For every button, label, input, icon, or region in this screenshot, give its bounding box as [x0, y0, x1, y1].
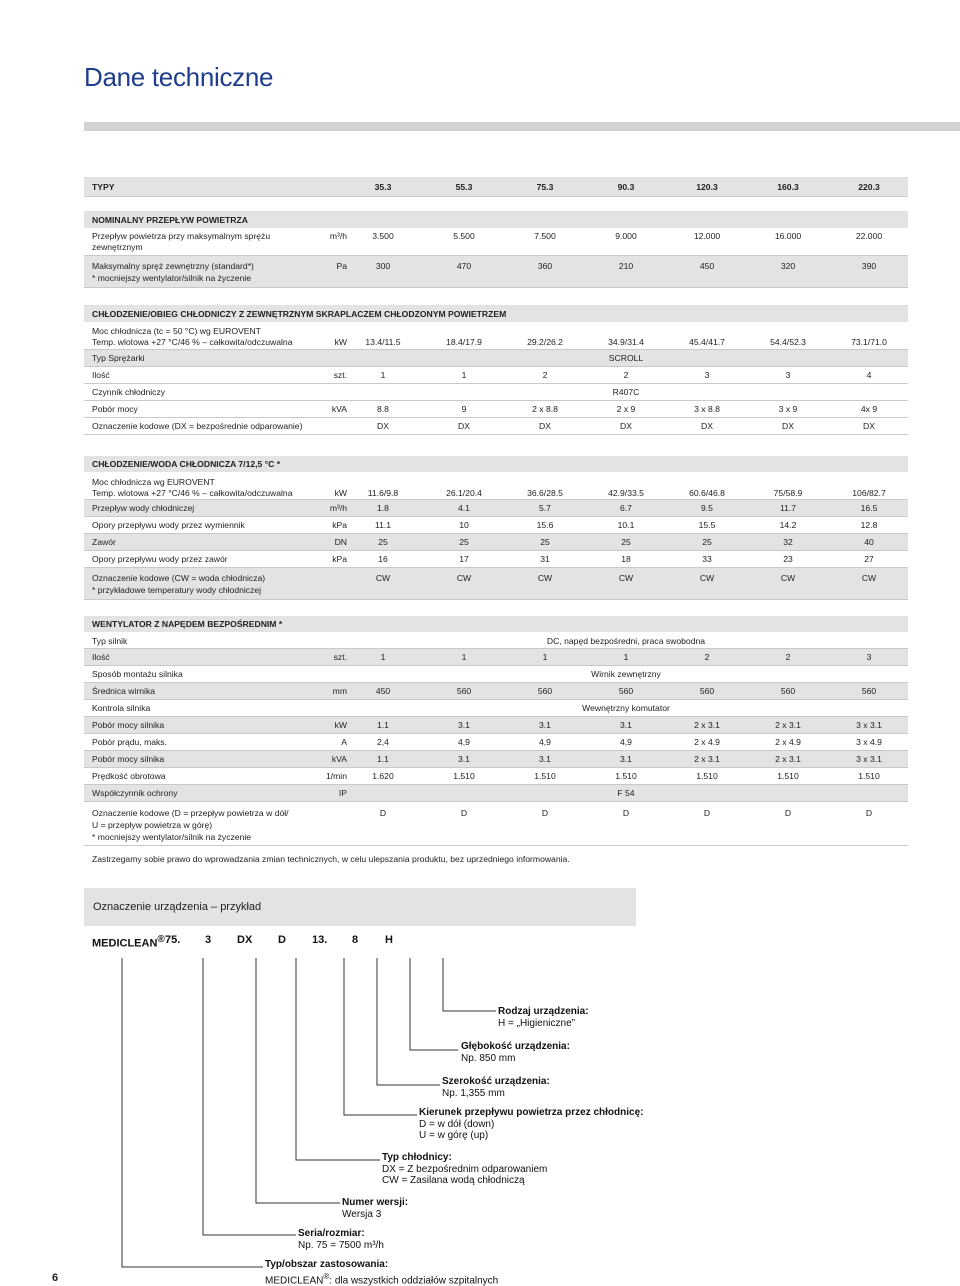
row-footnote: * mocniejszy wentylator/silnik na życzenie	[92, 832, 252, 842]
row-value: CW	[780, 573, 796, 583]
row-unit: kW	[334, 337, 347, 347]
row-value: 470	[456, 261, 472, 271]
code-part-version: 3	[205, 934, 212, 946]
row-value: Wirnik zewnętrzny	[591, 669, 661, 679]
row-value: 106/82.7	[852, 488, 886, 498]
row-value: D	[379, 808, 387, 818]
row-value: 13.4/11.5	[365, 337, 401, 347]
callout-cooler	[382, 1152, 547, 1187]
row-value: 560	[699, 686, 715, 696]
row-value: 1.510	[777, 771, 799, 781]
code-brand: MEDICLEAN	[92, 937, 158, 950]
row-value: CW	[861, 573, 877, 583]
row-value: 2 x 3.1	[694, 720, 720, 730]
row-value: 4,9	[458, 737, 470, 747]
row-value: 3.1	[539, 754, 551, 764]
row-value: 1.1	[377, 720, 389, 730]
row-unit: m³/h	[329, 231, 347, 241]
row-value: 17	[459, 554, 469, 564]
callout-text	[265, 1271, 498, 1286]
row-value: 1.510	[453, 771, 475, 781]
row-unit: IP	[338, 788, 347, 798]
row-value: 1	[542, 652, 548, 662]
row-value: D	[541, 808, 549, 818]
row-label: Pobór mocy	[92, 404, 138, 414]
row-value: 1	[461, 370, 467, 380]
row-value: 3 x 3.1	[856, 720, 882, 730]
row-unit: kPa	[332, 554, 347, 564]
row-value: 2	[704, 652, 710, 662]
row-value: 2	[542, 370, 548, 380]
section-title: WENTYLATOR Z NAPĘDEM BEZPOŚREDNIM *	[92, 619, 283, 629]
row-value: 560	[456, 686, 472, 696]
row-value: 4	[866, 370, 872, 380]
callout-head: Kierunek przepływu powietrza przez chłodnicę:	[419, 1107, 644, 1118]
row-value: 450	[699, 261, 715, 271]
type-value: 35.3	[374, 182, 392, 192]
row-value: 9.5	[701, 503, 713, 513]
code-part-depth: 8	[352, 934, 359, 946]
line-series	[203, 958, 296, 1235]
row-unit: m³/h	[329, 503, 347, 513]
row-value: DX	[539, 421, 551, 431]
row-value: 73.1/71.0	[851, 337, 887, 347]
row-value: 4,9	[620, 737, 632, 747]
callout-text: H = „Higieniczne”	[498, 1017, 575, 1029]
callout-head: Typ chłodnicy:	[382, 1152, 452, 1163]
code-part-direction: D	[278, 934, 286, 946]
callout-direction	[419, 1107, 644, 1142]
row-value: 29.2/26.2	[527, 337, 563, 347]
row-value: 16.000	[774, 231, 802, 241]
row-value: 4x 9	[860, 404, 878, 414]
row-value: 22.000	[855, 231, 883, 241]
row-label: Temp. wlotowa +27 °C/46 % – całkowita/odczuwalna	[92, 337, 293, 347]
row-value: 2 x 3.1	[775, 754, 801, 764]
row-footnote: * mocniejszy wentylator/silnik na życzenie	[92, 273, 252, 283]
row-label: Przepływ powietrza przy maksymalnym sprężu zewnętrznym	[92, 231, 271, 252]
code-part-kind: H	[385, 934, 393, 946]
callout-head: Seria/rozmiar:	[298, 1228, 365, 1239]
row-value: CW	[375, 573, 391, 583]
row-value: D	[460, 808, 468, 818]
registered-mark: ®	[157, 934, 165, 945]
row-label: Zawór	[92, 537, 116, 547]
callout-text: D = w dół (down)	[419, 1118, 495, 1130]
row-value: 12.000	[693, 231, 721, 241]
callout-text: Np. 75 = 7500 m³/h	[298, 1239, 384, 1251]
row-label: Czynnik chłodniczy	[92, 387, 166, 397]
row-unit: kVA	[331, 754, 347, 764]
row-value: 18	[621, 554, 631, 564]
line-kind	[443, 958, 496, 1011]
row-value: 26.1/20.4	[446, 488, 482, 498]
row-value: 3.1	[539, 720, 551, 730]
row-value: 1.510	[696, 771, 718, 781]
row-value: D	[622, 808, 630, 818]
row-value: 31	[540, 554, 550, 564]
row-value: 45.4/41.7	[689, 337, 725, 347]
row-label: Przepływ wody chłodniczej	[92, 503, 195, 513]
row-value: R407C	[612, 387, 640, 397]
callout-head: Typ/obszar zastosowania:	[265, 1259, 389, 1270]
row-value: 60.6/46.8	[689, 488, 725, 498]
row-value: DX	[377, 421, 389, 431]
row-value: 16	[378, 554, 388, 564]
row-value: 32	[783, 537, 793, 547]
callout-text: Np. 850 mm	[461, 1052, 516, 1064]
row-value: 16.5	[860, 503, 878, 513]
section-title: NOMINALNY PRZEPŁYW POWIETRZA	[92, 215, 248, 225]
row-label: Typ silnik	[92, 636, 128, 646]
row-value: 390	[861, 261, 877, 271]
row-value: DX	[620, 421, 632, 431]
row-value: 4.1	[458, 503, 470, 513]
row-label: Moc chłodnicza wg EUROVENT	[92, 477, 215, 487]
row-value: 25	[702, 537, 712, 547]
row-value: 3.1	[620, 754, 632, 764]
row-value: 3 x 4.9	[856, 737, 882, 747]
row-label: Typ Sprężarki	[92, 353, 145, 363]
row-unit: kW	[334, 720, 347, 730]
row-value: 2 x 3.1	[775, 720, 801, 730]
row-value: 42.9/33.5	[608, 488, 644, 498]
type-value: 120.3	[696, 182, 718, 192]
callout-width	[442, 1076, 550, 1099]
row-value: 10.1	[617, 520, 635, 530]
callout-application	[265, 1259, 498, 1286]
row-value: 1.1	[377, 754, 389, 764]
line-cooler	[296, 958, 380, 1160]
row-unit: DN	[334, 537, 347, 547]
row-value: DX	[701, 421, 713, 431]
row-value: D	[703, 808, 711, 818]
row-label: Temp. wlotowa +27 °C/46 % – całkowita/odczuwalna	[92, 488, 293, 498]
row-value: 1.510	[534, 771, 556, 781]
row-value: 1.620	[372, 771, 394, 781]
page-title: Dane techniczne	[84, 62, 274, 92]
row-label: Pobór mocy silnika	[92, 754, 165, 764]
row-value: 2 x 8.8	[532, 404, 558, 414]
row-value: 360	[537, 261, 553, 271]
row-value: 3 x 9	[778, 404, 798, 414]
row-value: 560	[537, 686, 553, 696]
row-value: 33	[702, 554, 712, 564]
row-unit: szt.	[333, 652, 347, 662]
page-number: 6	[52, 1272, 59, 1284]
row-value: 15.6	[536, 520, 554, 530]
callout-head: Szerokość urządzenia:	[442, 1076, 550, 1087]
row-value: CW	[537, 573, 553, 583]
callout-text: Np. 1,355 mm	[442, 1087, 505, 1099]
row-value: 1.510	[615, 771, 637, 781]
row-value: 7.500	[534, 231, 556, 241]
registered-mark: ®	[323, 1271, 330, 1281]
callout-brand: MEDICLEAN	[265, 1274, 324, 1286]
row-value: 2 x 4.9	[775, 737, 801, 747]
row-value: 11.6/9.8	[367, 488, 399, 498]
row-value: 25	[540, 537, 550, 547]
row-value: 1.8	[377, 503, 389, 513]
row-value: 560	[618, 686, 634, 696]
row-value: 3	[704, 370, 710, 380]
row-label: Maksymalny spręż zewnętrzny (standard*)	[92, 261, 254, 271]
code-part-cooler: DX	[237, 934, 253, 946]
code-part-width: 13.	[312, 934, 328, 946]
row-label: Kontrola silnika	[92, 703, 151, 713]
row-value: 10	[459, 520, 469, 530]
callout-text-rest: : dla wszystkich oddziałów szpitalnych	[329, 1274, 499, 1286]
row-unit: kW	[334, 488, 347, 498]
row-value: 27	[864, 554, 874, 564]
row-value: 34.9/31.4	[608, 337, 644, 347]
row-value: SCROLL	[608, 353, 644, 363]
callout-text: CW = Zasilana wodą chłodniczą	[382, 1175, 525, 1186]
row-value: 12.8	[860, 520, 878, 530]
row-label: Współczynnik ochrony	[92, 788, 178, 798]
row-value: 2,4	[377, 737, 389, 747]
row-value: DX	[863, 421, 875, 431]
row-value: DC, napęd bezpośredni, praca swobodna	[546, 636, 706, 646]
row-value: CW	[618, 573, 634, 583]
callout-series	[298, 1228, 384, 1251]
row-value: 8.8	[377, 404, 389, 414]
row-label: Oznaczenie kodowe (D = przepływ powietrza w dół/	[92, 808, 289, 818]
row-value: D	[865, 808, 873, 818]
type-value: 160.3	[777, 182, 799, 192]
row-value: DX	[782, 421, 794, 431]
row-value: 2	[623, 370, 629, 380]
row-value: F 54	[617, 788, 635, 798]
row-label: Ilość	[92, 652, 110, 662]
row-value: 9.000	[615, 231, 637, 241]
row-unit: kPa	[332, 520, 347, 530]
row-value: 9	[461, 404, 467, 414]
row-value: 14.2	[779, 520, 797, 530]
row-value: 25	[459, 537, 469, 547]
row-value: 3	[785, 370, 791, 380]
line-width	[377, 958, 440, 1085]
row-value: 1	[380, 370, 386, 380]
row-value: 25	[378, 537, 388, 547]
row-value: 23	[783, 554, 793, 564]
row-value: 5.500	[453, 231, 475, 241]
row-value: D	[784, 808, 792, 818]
row-value: 3.500	[372, 231, 394, 241]
type-value: 55.3	[455, 182, 473, 192]
callout-head: Numer wersji:	[342, 1197, 409, 1208]
row-label: Oznaczenie kodowe (DX = bezpośrednie odparowanie)	[92, 421, 303, 431]
line-direction	[344, 958, 417, 1115]
type-value: 90.3	[617, 182, 635, 192]
technical-changes-notice: Zastrzegamy sobie prawo do wprowadzania zmian technicznych, w celu ulepszania produktu, bez uprzedniego informowania.	[92, 854, 570, 864]
row-value: 15.5	[698, 520, 716, 530]
row-value: 560	[780, 686, 796, 696]
section-title: CHŁODZENIE/WODA CHŁODNICZA 7/12,5 °C *	[92, 459, 281, 469]
row-label: U = przepływ powietrza w górę)	[92, 820, 213, 830]
row-value: 3 x 3.1	[856, 754, 882, 764]
row-value: 2	[785, 652, 791, 662]
row-value: 75/58.9	[773, 488, 803, 498]
types-label: TYPY	[92, 182, 115, 192]
row-value: 450	[375, 686, 391, 696]
callout-head: Rodzaj urządzenia:	[498, 1006, 589, 1017]
row-value: 2 x 4.9	[694, 737, 720, 747]
callout-depth	[461, 1041, 570, 1064]
row-label: Opory przepływu wody przez wymiennik	[92, 520, 245, 530]
row-value: 3	[866, 652, 872, 662]
row-value: 1	[461, 652, 467, 662]
row-value: 6.7	[620, 503, 632, 513]
callout-text: DX = Z bezpośrednim odparowaniem	[382, 1163, 548, 1175]
line-version	[256, 958, 340, 1203]
type-value: 220.3	[858, 182, 880, 192]
type-value: 75.3	[536, 182, 554, 192]
row-value: 560	[861, 686, 877, 696]
row-value: 210	[618, 261, 634, 271]
row-value: 3 x 8.8	[694, 404, 720, 414]
row-label: Oznaczenie kodowe (CW = woda chłodnicza)	[92, 573, 266, 583]
row-value: 3.1	[458, 720, 470, 730]
row-label: Ilość	[92, 370, 110, 380]
row-value: 11.7	[779, 503, 797, 513]
row-value: 1	[380, 652, 386, 662]
row-value: 5.7	[539, 503, 551, 513]
row-value: 25	[621, 537, 631, 547]
row-unit: Pa	[336, 261, 347, 271]
callout-kind	[498, 1006, 589, 1029]
row-value: DX	[458, 421, 470, 431]
row-label: Opory przepływu wody przez zawór	[92, 554, 228, 564]
row-value: Wewnętrzny komutator	[582, 703, 670, 713]
row-label: Pobór prądu, maks.	[92, 737, 167, 747]
row-label: Średnica wirnika	[92, 686, 156, 696]
line-application	[122, 958, 263, 1267]
row-value: 36.6/28.5	[527, 488, 563, 498]
row-label: Sposób montażu silnika	[92, 669, 183, 679]
row-unit: A	[341, 737, 347, 747]
row-value: 3.1	[458, 754, 470, 764]
code-part-series: 75.	[165, 934, 181, 946]
row-value: 54.4/52.3	[770, 337, 806, 347]
callout-head: Głębokość urządzenia:	[461, 1041, 570, 1052]
row-unit: mm	[332, 686, 347, 696]
row-value: 18.4/17.9	[446, 337, 482, 347]
row-value: 2 x 9	[616, 404, 636, 414]
row-value: 300	[375, 261, 391, 271]
row-value: 320	[780, 261, 796, 271]
row-value: 1.510	[858, 771, 880, 781]
row-value: CW	[456, 573, 472, 583]
row-value: CW	[699, 573, 715, 583]
example-title: Oznaczenie urządzenia – przykład	[93, 901, 262, 913]
row-value: 1	[623, 652, 629, 662]
row-label: Moc chłodnicza (tc = 50 °C) wg EUROVENT	[92, 326, 261, 336]
row-unit: szt.	[333, 370, 347, 380]
line-depth	[410, 958, 458, 1050]
row-label: Prędkość obrotowa	[92, 771, 166, 781]
callout-version	[342, 1197, 408, 1220]
row-value: 11.1	[374, 520, 392, 530]
row-value: 40	[864, 537, 874, 547]
row-unit: 1/min	[325, 771, 347, 781]
row-value: 2 x 3.1	[694, 754, 720, 764]
callout-text: U = w górę (up)	[419, 1130, 489, 1141]
callout-text: Wersja 3	[342, 1208, 382, 1220]
row-unit: kVA	[331, 404, 347, 414]
section-title: CHŁODZENIE/OBIEG CHŁODNICZY Z ZEWNĘTRZNYM SKRAPLACZEM CHŁODZONYM POWIETRZEM	[92, 309, 507, 319]
row-label: Pobór mocy silnika	[92, 720, 165, 730]
row-value: 3.1	[620, 720, 632, 730]
row-value: 4,9	[539, 737, 551, 747]
row-footnote: * przykładowe temperatury wody chłodniczej	[92, 585, 262, 595]
